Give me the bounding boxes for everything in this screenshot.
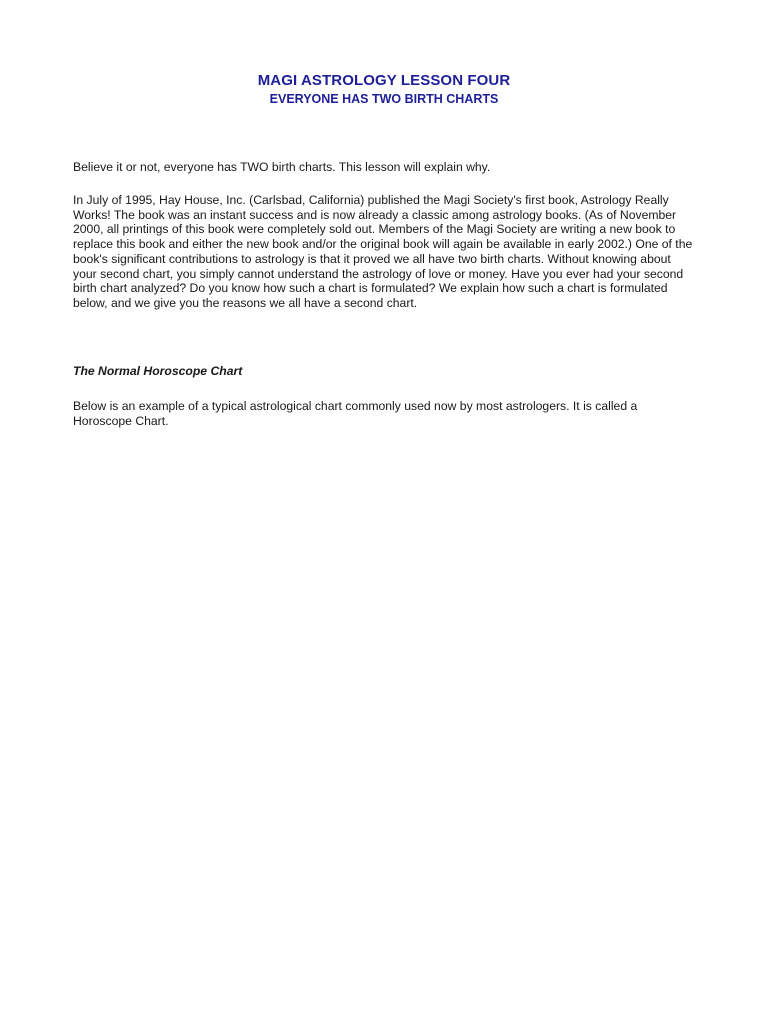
background-paragraph: In July of 1995, Hay House, Inc. (Carlsbad, California) published the Magi Society's first book, Astrology Really Works! The book was an instant success and is now already a classic among astrology books. (As of November 2000, all printings of this book were completely sold out. Members of the Magi Society are writing a new book to replace this book and either the new book and/or the original book will again be available in early 2002.) One of the book's significant contributions to astrology is that it proved we all have two birth charts. Without knowing about your second chart, you simply cannot understand the astrology of love or money. Have you ever had your second birth chart analyzed? Do you know how such a chart is formulated? We explain how such a chart is formulated below, and we give you the reasons we all have a second chart. — [73, 193, 693, 310]
document-title: MAGI ASTROLOGY LESSON FOUR — [257, 72, 511, 89]
intro-paragraph: Believe it or not, everyone has TWO birth charts. This lesson will explain why. — [73, 160, 491, 174]
document-subtitle: EVERYONE HAS TWO BIRTH CHARTS — [269, 92, 499, 106]
section-heading: The Normal Horoscope Chart — [73, 364, 243, 378]
section-paragraph: Below is an example of a typical astrological chart commonly used now by most astrologers. It is called a Horoscope Chart. — [73, 399, 638, 428]
